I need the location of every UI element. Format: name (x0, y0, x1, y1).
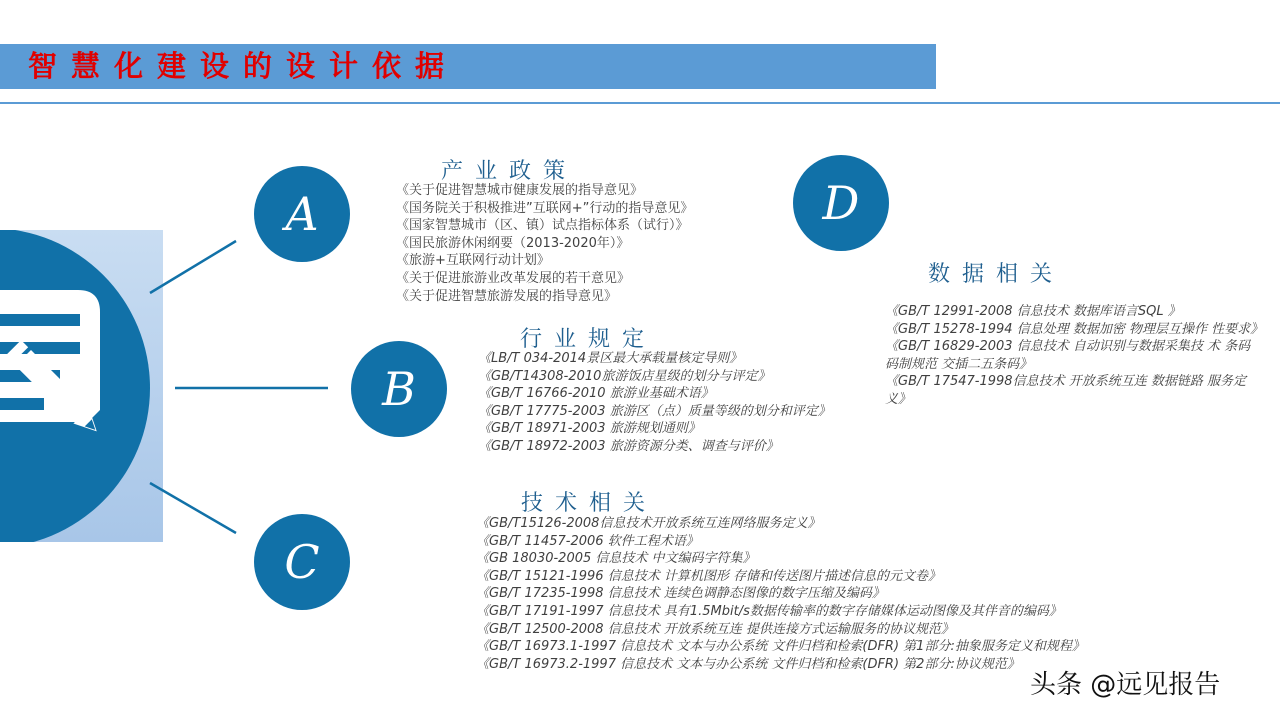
list-item: 《国家智慧城市（区、镇）试点指标体系（试行）》 (396, 218, 689, 234)
list-item: 《关于促进智慧旅游发展的指导意见》 (396, 288, 618, 304)
list-item: 《GB/T 15121-1996 信息技术 计算机图形 存储和传送图片描述信息的元文卷》 (476, 568, 941, 584)
section-d-circle: D (793, 155, 889, 251)
list-item: 《GB/T14308-2010旅游饭店星级的划分与评定》 (478, 368, 771, 384)
list-item: 《旅游+互联网行动计划》 (396, 253, 550, 269)
list-item: 《LB/T 034-2014景区最大承载量核定导则》 (478, 351, 743, 366)
page-title: 智慧化建设的设计依据 (28, 49, 459, 83)
section-a-title: 产业政策 (441, 159, 578, 184)
list-item: 《GB/T 18972-2003 旅游资源分类、调查与评价》 (478, 438, 779, 454)
list-item: 《GB/T 16766-2010 旅游业基础术语》 (478, 386, 714, 402)
list-item: 《关于促进旅游业改革发展的若干意见》 (396, 270, 631, 286)
list-item: 《GB/T 15278-1994 信息处理 数据加密 物理层互操作 性要求》 (885, 321, 1264, 337)
list-item: 《国务院关于积极推进”互联网+”行动的指导意见》 (396, 200, 694, 216)
list-item: 《GB/T 12991-2008 信息技术 数据库语言SQL 》 (885, 304, 1181, 319)
section-c-circle: C (254, 514, 350, 610)
list-item: 《GB 18030-2005 信息技术 中文编码字符集》 (476, 551, 756, 567)
section-d-list (885, 303, 1264, 409)
list-item: 《GB/T 12500-2008 信息技术 开放系统互连 提供连接方式运输服务的协议规范》 (476, 621, 954, 637)
list-item: 《GB/T 16973.2-1997 信息技术 文本与办公系统 文件归档和检索(DFR) 第2部分:协议规范》 (476, 656, 1020, 672)
section-a-list (396, 182, 776, 305)
section-b-circle: B (351, 341, 447, 437)
list-item: 《GB/T 16973.1-1997 信息技术 文本与办公系统 文件归档和检索(DFR) 第1部分:抽象服务定义和规程》 (476, 639, 1085, 655)
section-b-list (478, 350, 870, 456)
list-item: 《GB/T15126-2008信息技术开放系统互连网络服务定义》 (476, 516, 821, 531)
list-item: 《GB/T 17547-1998信息技术 开放系统互连 数据链路 服务定义》 (885, 374, 1246, 407)
section-b-title: 行业规定 (520, 327, 657, 352)
watermark-text: 头条 @远见报告 (1030, 670, 1221, 700)
section-c-title: 技术相关 (521, 491, 658, 516)
list-item: 《GB/T 18971-2003 旅游规划通则》 (478, 421, 701, 437)
list-item: 《GB/T 11457-2006 软件工程术语》 (476, 533, 699, 549)
connector-lines (0, 0, 400, 560)
section-d-title: 数据相关 (928, 262, 1065, 287)
list-item: 《GB/T 16829-2003 信息技术 自动识别与数据采集技 术 条码码制规范 交插二五条码》 (885, 339, 1251, 372)
list-item: 《国民旅游休闲纲要（2013-2020年）》 (396, 235, 630, 251)
section-a-circle: A (254, 166, 350, 262)
list-item: 《GB/T 17235-1998 信息技术 连续色调静态图像的数字压缩及编码》 (476, 586, 885, 602)
list-item: 《GB/T 17191-1997 信息技术 具有1.5Mbit/s数据传输率的数字存储媒体运动图像及其伴音的编码》 (476, 603, 1062, 619)
list-item: 《关于促进智慧城市健康发展的指导意见》 (396, 183, 644, 198)
list-item: 《GB/T 17775-2003 旅游区（点）质量等级的划分和评定》 (478, 403, 831, 419)
